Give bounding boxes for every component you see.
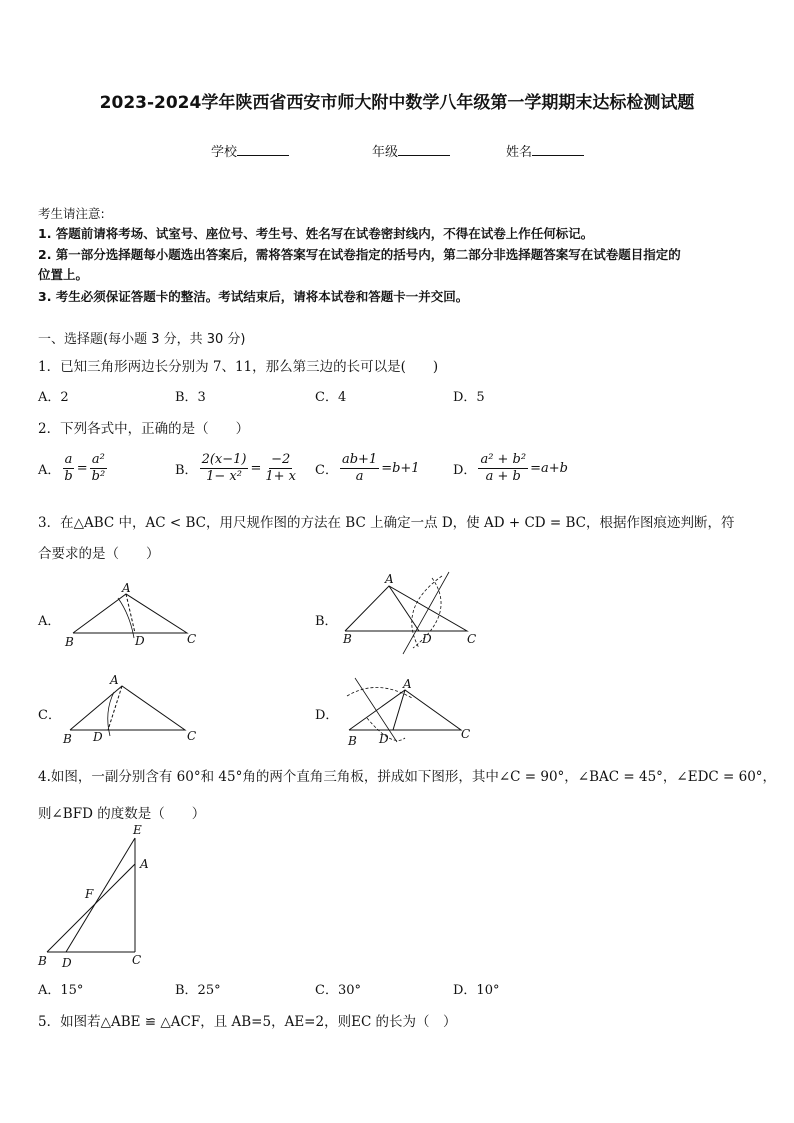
name-label: 姓名: [506, 145, 533, 160]
point-b: B: [38, 954, 47, 968]
q1-option-d[interactable]: D．5: [453, 390, 485, 405]
point-a: A: [403, 677, 412, 691]
segment-ad: [108, 686, 122, 730]
q3-option-d-label[interactable]: D．: [315, 708, 339, 723]
point-d: D: [135, 634, 145, 648]
denominator: 1− x²: [206, 469, 242, 484]
school-field[interactable]: [211, 141, 289, 160]
point-c: C: [187, 729, 197, 743]
q3-option-b-label[interactable]: B．: [315, 614, 338, 629]
q2-option-a-label: A．: [38, 463, 61, 478]
notice-item-2-cont: 位置上。: [38, 267, 89, 282]
point-d: D: [379, 732, 389, 746]
segment-ad: [393, 690, 405, 730]
right-hand-side: =b+1: [381, 461, 420, 476]
numerator: a: [64, 452, 73, 467]
point-e: E: [133, 823, 142, 837]
equals-sign: =: [76, 461, 88, 476]
triangle: [73, 594, 187, 633]
fraction: [263, 452, 298, 485]
q3-figure-b: [337, 568, 487, 658]
q3-figure-d: [337, 668, 487, 753]
side-ab: [47, 864, 135, 952]
numerator: −2: [271, 452, 291, 467]
arc: [118, 598, 134, 638]
question-5: 5．如图若△ABE ≌ △ACF，且 AB=5，AE=2，则EC 的长为（ ）: [38, 1014, 457, 1030]
side-de: [66, 838, 135, 952]
q2-option-c-label: C．: [315, 463, 338, 478]
q2-option-c[interactable]: [315, 452, 420, 485]
section-heading: 一、选择题(每小题 3 分，共 30 分): [38, 332, 246, 347]
q4-figure: [30, 822, 160, 972]
point-c: C: [467, 632, 477, 646]
point-a: A: [385, 572, 394, 586]
segment-ad: [389, 586, 419, 631]
denominator: a + b: [485, 469, 521, 484]
triangle: [70, 686, 185, 730]
segment-ad: [126, 594, 135, 633]
right-hand-side: =a+b: [530, 461, 568, 476]
triangle: [345, 586, 467, 631]
notice-item-2: 2. 第一部分选择题每小题选出答案后，需将答案写在试卷指定的括号内，第二部分非选择题答案写在试卷题目指定的: [38, 247, 681, 262]
point-c: C: [187, 632, 197, 646]
numerator: 2(x−1): [201, 452, 247, 467]
fraction: [478, 452, 528, 485]
fraction: [62, 452, 74, 485]
point-a: A: [122, 581, 131, 595]
notice-item-3: 3. 考生必须保证答题卡的整洁。考试结束后，请将本试卷和答题卡一并交回。: [38, 289, 469, 304]
q4-option-a[interactable]: A．15°: [38, 983, 84, 998]
equals-sign: =: [250, 461, 262, 476]
numerator: a²: [91, 452, 105, 467]
q4-option-b[interactable]: B．25°: [175, 983, 221, 998]
numerator: ab+1: [341, 452, 378, 467]
q3-figure-c: [60, 672, 210, 747]
point-d: D: [62, 956, 72, 970]
point-c: C: [461, 727, 471, 741]
point-a: A: [110, 673, 119, 687]
point-a: A: [140, 857, 149, 871]
point-c: C: [132, 953, 142, 967]
grade-blank[interactable]: [398, 143, 450, 156]
q2-option-a[interactable]: [38, 452, 107, 485]
school-blank[interactable]: [237, 143, 289, 156]
grade-field[interactable]: [372, 141, 450, 160]
fraction: [90, 452, 108, 485]
q2-option-b[interactable]: [175, 452, 298, 485]
name-blank[interactable]: [532, 143, 584, 156]
q3-option-c-label[interactable]: C．: [38, 708, 61, 723]
q1-option-c[interactable]: C．4: [315, 390, 347, 405]
name-field[interactable]: [506, 141, 584, 160]
grade-label: 年级: [372, 145, 399, 160]
denominator: a: [355, 469, 364, 484]
point-b: B: [348, 734, 357, 748]
question-4-line-2: 则∠BFD 的度数是（ ）: [38, 806, 206, 822]
point-d: D: [422, 632, 432, 646]
q2-option-d[interactable]: [453, 452, 568, 485]
notice-heading: 考生请注意:: [38, 206, 105, 221]
q3-figure-a: [60, 580, 210, 650]
question-1: 1．已知三角形两边长分别为 7、11，那么第三边的长可以是( ): [38, 359, 439, 375]
triangle: [349, 690, 461, 730]
q2-option-b-label: B．: [175, 463, 198, 478]
point-f: F: [85, 887, 94, 901]
denominator: 1+ x: [265, 469, 297, 484]
q2-option-d-label: D．: [453, 463, 477, 478]
numerator: a² + b²: [480, 452, 527, 467]
denominator: b: [64, 469, 73, 484]
point-b: B: [65, 635, 74, 649]
denominator: b²: [91, 469, 106, 484]
notice-item-1: 1. 答题前请将考场、试室号、座位号、考生号、姓名写在试卷密封线内，不得在试卷上作任何标记。: [38, 226, 594, 241]
fraction: [340, 452, 379, 485]
q4-option-c[interactable]: C．30°: [315, 983, 361, 998]
fraction: [200, 452, 249, 485]
q4-option-d[interactable]: D．10°: [453, 983, 500, 998]
school-label: 学校: [211, 145, 238, 160]
point-b: B: [343, 632, 352, 646]
arc: [108, 692, 114, 736]
point-d: D: [93, 730, 103, 744]
point-b: B: [63, 732, 72, 746]
question-3-line-1: 3．在△ABC 中，AC < BC，用尺规作图的方法在 BC 上确定一点 D，使 AD + CD = BC，根据作图痕迹判断，符: [38, 515, 735, 531]
q1-option-a[interactable]: A．2: [38, 390, 69, 405]
q3-option-a-label[interactable]: A．: [38, 614, 61, 629]
page-title: 2023-2024学年陕西省西安市师大附中数学八年级第一学期期末达标检测试题: [99, 93, 695, 113]
q1-option-b[interactable]: B．3: [175, 390, 206, 405]
question-4-line-1: 4.如图，一副分别含有 60°和 45°角的两个直角三角板，拼成如下图形，其中∠C = 90°，∠BAC = 45°，∠EDC = 60°，: [38, 769, 777, 785]
question-3-line-2: 合要求的是（ ）: [38, 546, 160, 562]
question-2: 2．下列各式中，正确的是（ ）: [38, 421, 250, 437]
